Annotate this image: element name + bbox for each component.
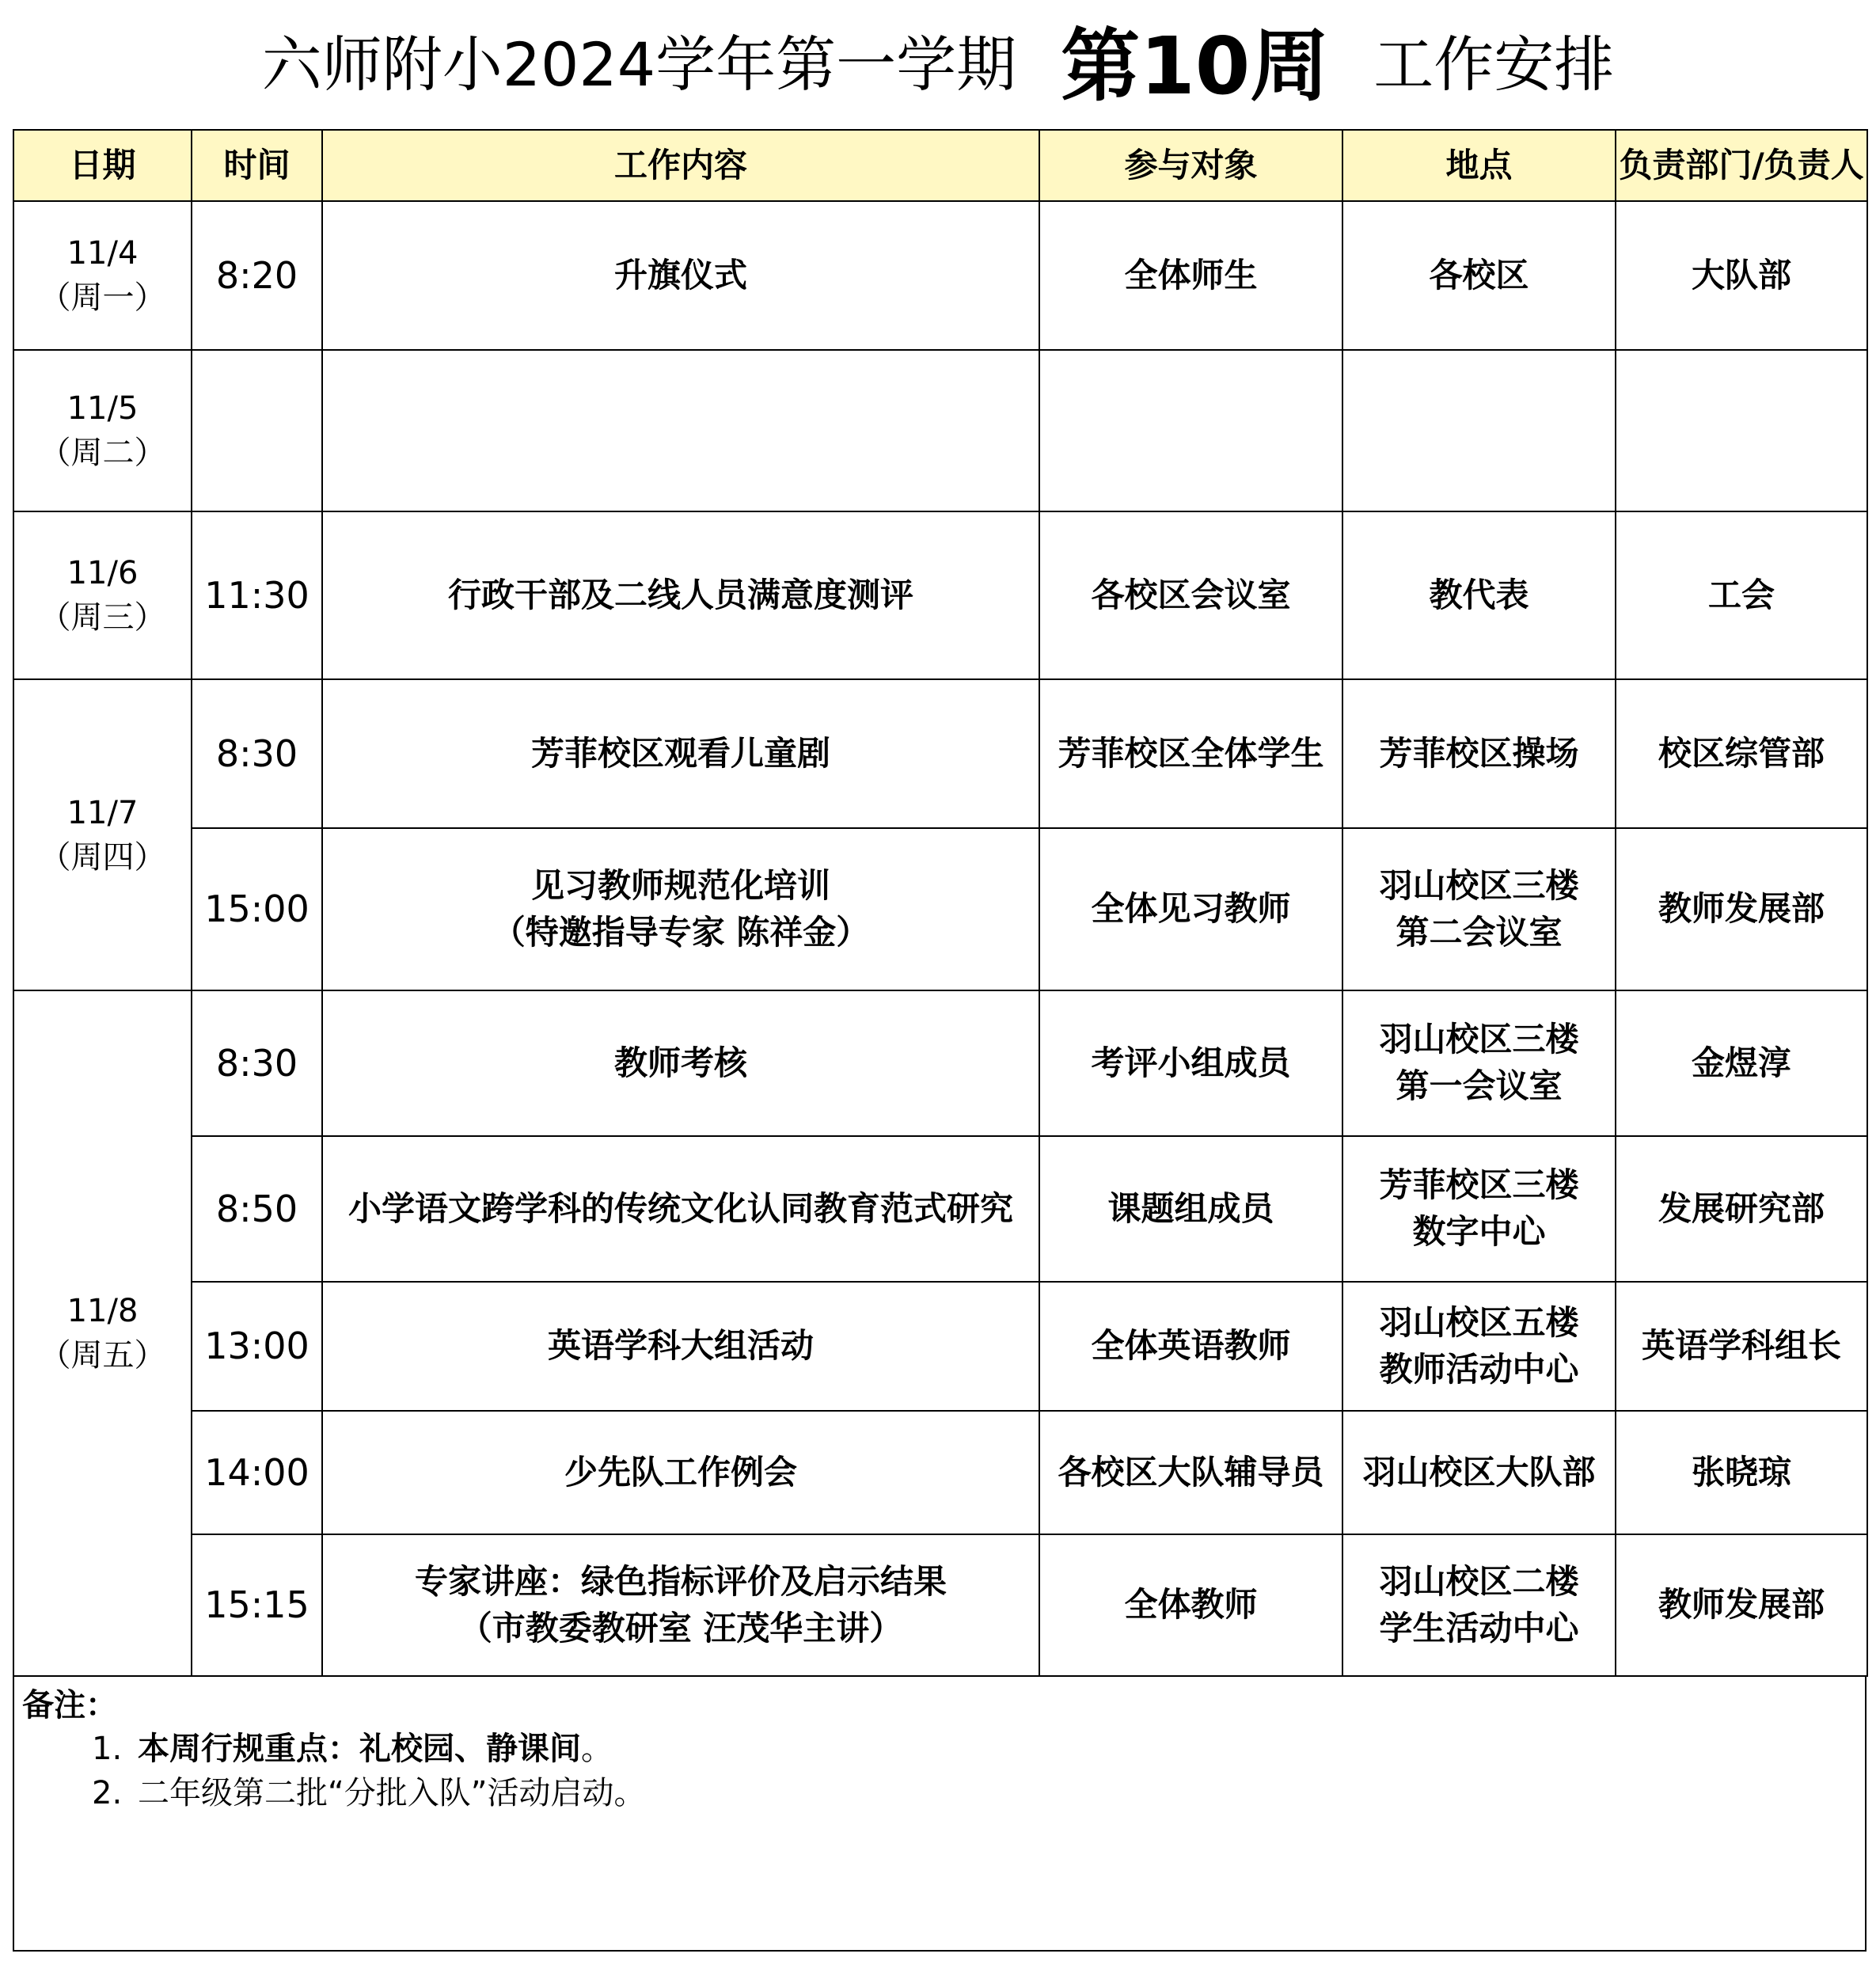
date-value: 11/5 (66, 390, 139, 427)
note-number: 2. (92, 1775, 123, 1811)
time-cell: 8:30 (192, 990, 322, 1136)
header-responsible: 负责部门/负责人 (1616, 130, 1867, 201)
responsible-cell: 英语学科组长 (1616, 1282, 1867, 1411)
table-row (13, 1136, 1867, 1282)
responsible-cell: 大队部 (1616, 201, 1867, 350)
date-value: 11/6 (66, 555, 139, 591)
participants-cell: 考评小组成员 (1039, 990, 1342, 1136)
time-cell: 13:00 (192, 1282, 322, 1411)
time-cell: 15:15 (192, 1534, 322, 1676)
location-cell: 芳菲校区三楼 数字中心 (1342, 1136, 1616, 1282)
weekday-value: （周二） (39, 435, 166, 471)
date-cell (13, 990, 192, 1676)
responsible-cell: 发展研究部 (1616, 1136, 1867, 1282)
date-cell (13, 511, 192, 679)
weekday-value: （周四） (39, 838, 166, 876)
time-cell: 8:50 (192, 1136, 322, 1282)
weekday-value: （周五） (39, 1337, 166, 1374)
content-cell: 芳菲校区观看儿童剧 (322, 679, 1039, 828)
content-cell: 专家讲座：绿色指标评价及启示结果 （市教委教研室 汪茂华主讲） (322, 1534, 1039, 1676)
date-value: 11/8 (66, 1293, 139, 1329)
table-row (13, 201, 1867, 350)
content-cell: 英语学科大组活动 (322, 1282, 1039, 1411)
header-content: 工作内容 (322, 130, 1039, 201)
time-cell: 8:30 (192, 679, 322, 828)
participants-cell (1039, 350, 1342, 511)
participants-cell: 各校区会议室 (1039, 511, 1342, 679)
location-cell: 各校区 (1342, 201, 1616, 350)
content-cell: 行政干部及二线人员满意度测评 (322, 511, 1039, 679)
responsible-cell: 教师发展部 (1616, 828, 1867, 990)
location-cell (1342, 350, 1616, 511)
note-text: 二年级第二批“分批入队”活动启动。 (138, 1775, 646, 1811)
note-text: 本周行规重点：礼校园、静课间。 (138, 1731, 613, 1767)
location-cell: 教代表 (1342, 511, 1616, 679)
location-cell: 羽山校区五楼 教师活动中心 (1342, 1282, 1616, 1411)
table-row (13, 828, 1867, 990)
date-cell (13, 201, 192, 350)
date-cell (13, 679, 192, 990)
table-row (13, 511, 1867, 679)
note-item (92, 1727, 1857, 1771)
schedule-table (13, 129, 1868, 1677)
table-row (13, 1534, 1867, 1676)
location-cell: 羽山校区大队部 (1342, 1411, 1616, 1534)
date-cell (13, 350, 192, 511)
content-cell: 升旗仪式 (322, 201, 1039, 350)
table-row (13, 1282, 1867, 1411)
location-cell: 芳菲校区操场 (1342, 679, 1616, 828)
time-cell: 14:00 (192, 1411, 322, 1534)
responsible-cell: 校区综管部 (1616, 679, 1867, 828)
weekday-value: （周三） (39, 599, 166, 636)
participants-cell: 全体英语教师 (1039, 1282, 1342, 1411)
participants-cell: 各校区大队辅导员 (1039, 1411, 1342, 1534)
weekday-value: （周一） (39, 279, 166, 316)
location-cell: 羽山校区二楼 学生活动中心 (1342, 1534, 1616, 1676)
time-cell: 8:20 (192, 201, 322, 350)
date-value: 11/7 (66, 794, 139, 831)
content-cell: 小学语文跨学科的传统文化认同教育范式研究 (322, 1136, 1039, 1282)
note-item (92, 1771, 1857, 1815)
title-main: 六师附小2024学年第一学期 (261, 29, 1017, 100)
responsible-cell: 教师发展部 (1616, 1534, 1867, 1676)
header-time: 时间 (192, 130, 322, 201)
responsible-cell: 金煜淳 (1616, 990, 1867, 1136)
time-cell (192, 350, 322, 511)
page-title (0, 0, 1876, 119)
content-cell: 见习教师规范化培训 （特邀指导专家 陈祥金） (322, 828, 1039, 990)
participants-cell: 课题组成员 (1039, 1136, 1342, 1282)
header-participants: 参与对象 (1039, 130, 1342, 201)
responsible-cell (1616, 350, 1867, 511)
table-row (13, 1411, 1867, 1534)
date-value: 11/4 (66, 235, 139, 272)
participants-cell: 芳菲校区全体学生 (1039, 679, 1342, 828)
content-cell: 少先队工作例会 (322, 1411, 1039, 1534)
participants-cell: 全体见习教师 (1039, 828, 1342, 990)
header-date: 日期 (13, 130, 192, 201)
content-cell: 教师考核 (322, 990, 1039, 1136)
title-week: 第10周 (1061, 20, 1330, 112)
location-cell: 羽山校区三楼 第一会议室 (1342, 990, 1616, 1136)
table-row (13, 990, 1867, 1136)
time-cell: 15:00 (192, 828, 322, 990)
header-location: 地点 (1342, 130, 1616, 201)
time-cell: 11:30 (192, 511, 322, 679)
header-row (13, 130, 1867, 201)
content-cell (322, 350, 1039, 511)
table-row (13, 350, 1867, 511)
notes-section (13, 1676, 1867, 1952)
table-row (13, 679, 1867, 828)
location-cell: 羽山校区三楼 第二会议室 (1342, 828, 1616, 990)
responsible-cell: 张晓琼 (1616, 1411, 1867, 1534)
note-number: 1. (92, 1731, 123, 1767)
participants-cell: 全体教师 (1039, 1534, 1342, 1676)
participants-cell: 全体师生 (1039, 201, 1342, 350)
responsible-cell: 工会 (1616, 511, 1867, 679)
title-suffix: 工作安排 (1373, 29, 1615, 100)
notes-label: 备注： (22, 1687, 117, 1724)
